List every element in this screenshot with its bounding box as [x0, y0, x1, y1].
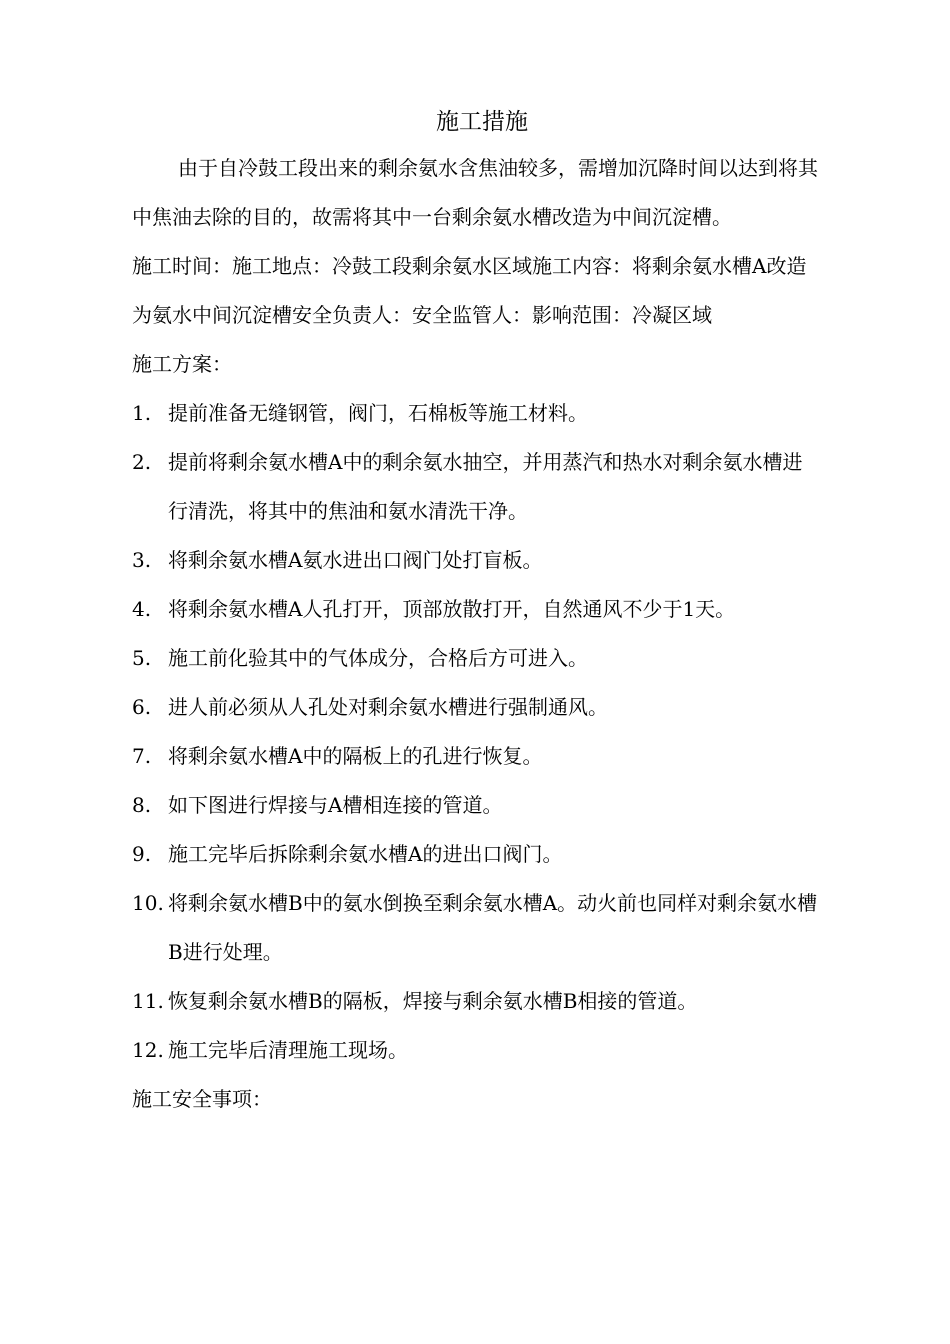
- list-item-number: 7.: [132, 744, 152, 768]
- list-item-number: 4.: [132, 597, 152, 621]
- list-item-number: 6.: [132, 695, 152, 719]
- list-item: [132, 879, 822, 977]
- list-item-text: 将剩余氨水槽B中的氨水倒换至剩余氨水槽A。动火前也同样对剩余氨水槽B进行处理。: [168, 891, 818, 964]
- list-item-text: 提前准备无缝钢管，阀门，石棉板等施工材料。: [168, 401, 588, 425]
- list-item-text: 施工完毕后拆除剩余氨水槽A的进出口阀门。: [168, 842, 563, 866]
- list-item: [132, 536, 822, 585]
- list-item-number: 1.: [132, 401, 152, 425]
- list-item: [132, 977, 822, 1026]
- list-item-text: 如下图进行焊接与A槽相连接的管道。: [168, 793, 503, 817]
- list-item: [132, 781, 822, 830]
- list-item: [132, 585, 822, 634]
- plan-heading: 施工方案：: [132, 352, 232, 376]
- construction-info-paragraph: 施工时间：施工地点：冷鼓工段剩余氨水区域施工内容：将剩余氨水槽A改造为氨水中间沉淀槽安全负责人：安全监管人：影响范围：冷凝区域: [132, 254, 807, 327]
- list-item-text: 进人前必须从人孔处对剩余氨水槽进行强制通风。: [168, 695, 608, 719]
- list-item: [132, 1026, 822, 1075]
- list-item-text: 提前将剩余氨水槽A中的剩余氨水抽空，并用蒸汽和热水对剩余氨水槽进行清洗，将其中的焦油和氨水清洗干净。: [168, 450, 803, 523]
- list-item-number: 10.: [132, 891, 164, 915]
- intro-paragraph: 由于自冷鼓工段出来的剩余氨水含焦油较多，需增加沉降时间以达到将其中焦油去除的目的，故需将其中一台剩余氨水槽改造为中间沉淀槽。: [132, 156, 818, 229]
- list-item-text: 施工完毕后清理施工现场。: [168, 1038, 408, 1062]
- list-item: [132, 389, 822, 438]
- list-item-number: 11.: [132, 989, 164, 1013]
- safety-heading: 施工安全事项：: [132, 1087, 272, 1111]
- list-item-text: 将剩余氨水槽A氨水进出口阀门处打盲板。: [168, 548, 543, 572]
- plan-steps-list: [132, 389, 822, 1075]
- list-item-number: 2.: [132, 450, 152, 474]
- list-item: [132, 634, 822, 683]
- list-item-number: 12.: [132, 1038, 164, 1062]
- list-item-text: 施工前化验其中的气体成分，合格后方可进入。: [168, 646, 588, 670]
- document-body: [132, 100, 822, 1124]
- list-item-number: 5.: [132, 646, 152, 670]
- list-item: [132, 732, 822, 781]
- list-item-text: 将剩余氨水槽A中的隔板上的孔进行恢复。: [168, 744, 543, 768]
- list-item: [132, 683, 822, 732]
- list-item: [132, 438, 822, 536]
- list-item-number: 3.: [132, 548, 152, 572]
- list-item-text: 将剩余氨水槽A人孔打开，顶部放散打开，自然通风不少于1天。: [168, 597, 736, 621]
- list-item: [132, 830, 822, 879]
- list-item-number: 9.: [132, 842, 152, 866]
- list-item-number: 8.: [132, 793, 152, 817]
- list-item-text: 恢复剩余氨水槽B的隔板，焊接与剩余氨水槽B相接的管道。: [168, 989, 698, 1013]
- document-title: 施工措施: [436, 109, 528, 135]
